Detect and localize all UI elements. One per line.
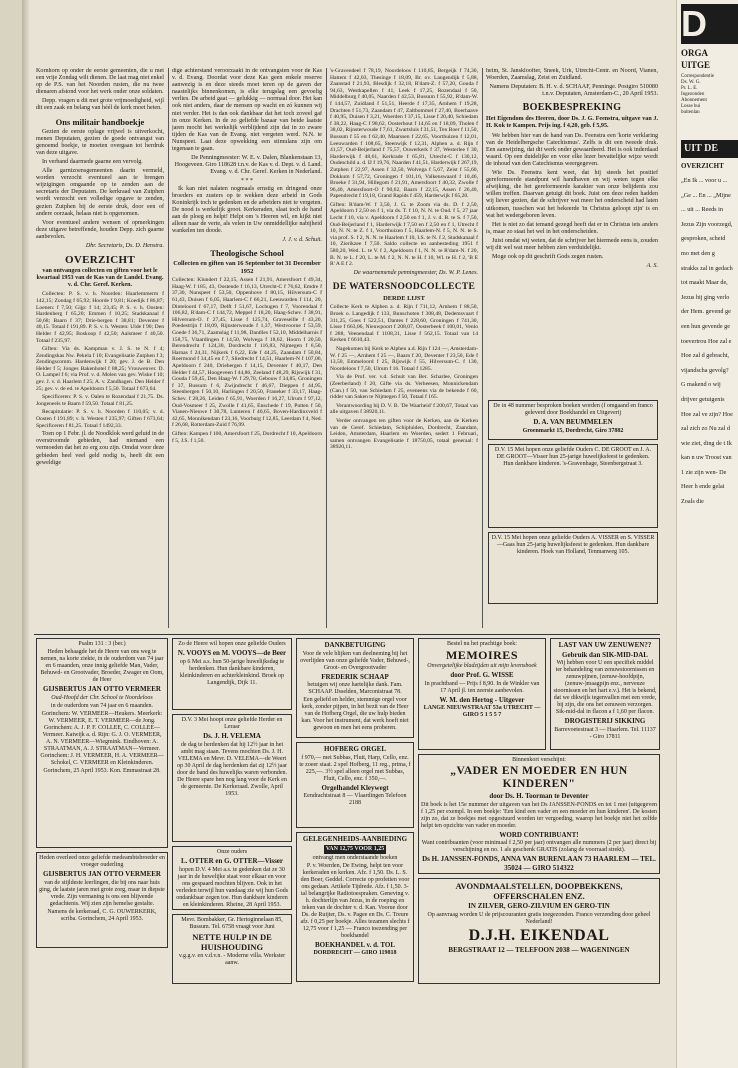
ad-title: HOFBERG ORGEL bbox=[323, 745, 387, 753]
ad-vermeer-kerkeraad bbox=[36, 852, 168, 948]
theol-subtitle: Collecten en giften van 16 September tot 31 December 1952 bbox=[173, 260, 321, 275]
ad-header: Psalm 131 : 3 (ber.) bbox=[78, 641, 126, 647]
ad-subtitle: IN ZILVER, GERO-ZILVIUM EN GERO-TIN bbox=[468, 902, 610, 910]
ad-text: Voor de vele blijken van deelneming bij het overlijden van onze geliefde Vader, Behuwd-, Groot- en Overgrootvader bbox=[300, 650, 410, 671]
ad-signature: Namens de kerkeraad, C. G. OUWERKERK, scriba. Gorinchem, 24 April 1953. bbox=[47, 908, 157, 922]
ad-title: GELEGENHEIDS-AANBIEDING bbox=[302, 835, 408, 843]
ad-author: door Prof. G. WISSE bbox=[450, 671, 514, 679]
theol-collecten: Collecten: Klundert f 22,15, Assen f 21,91, Amersfoort f 49,34, Haag-W. f 185, 43, Oostende f 16,13, Utrecht-C f 76,62, Emdre f 37,30, Nunspeet f 53,50, Oppenhove f 80,15, Hilversum-C f 61,43, Duisen f 6,05, Haarlem-C f 66,21, Leeuwarden f 114, 20, Dinteloord f 67,17, Delft f 51,67, Lochugen f 7, Voorendaal f 106,82, R'dam-C f 144,72, Meppel f 18,20, Haag-Schev. f 38,91, Hilversum-O. f 27,45, Lisse f 125,74, Graveseille f 43,20, Poedestrijn f 18,09, Rijnsterwoude f 1,37, Westvoorne f 53,59, Goede f 36,71, Zaamslag f 11,98, Dantlles f 52,10, Middelharnis f 158,75, Vlaardingen f 14,50, Wolvega f 18,62, Hoorn f 20,50, Berendrecht f 124,30, Dordrecht f 116,83, Nijmegen f 6,50, Harnas f 24,31, Nijkerk f 6,22, Ede f 44,25, Zaandam f 50,84, Roermond f 34,45 en f 7, Sliedrecht f 14,51, Haarlem-N f 107,06, Apeldoorn f 240, Driebergen f 14,15, Deventer f 40,17, Den Helder f 44,57, Hoogeveen f 44,86, Zeeland f 48,29, Rijswijk f 31, Gouda f 59,45, Den Haag-W. f 29,70, Gebouw f 34,85, Groningen f 37, Bussum f 6, Zwijndrecht f 46,67, Dieppen f 44,95, Steenbergen f 50,10, Harlingen f 20,50, Franeker f 33,17, Haag-Schev. f 28,26, Leiden f 65,91, Woerden f 16,27, Ulrum f 97,12, Oud-Vosmeer f 25, Zwolle f 41,65, Enschede f 19, Putten f 50, Vianen-Nieuwe f 30,78, Lunteren f 40,65, Boven-Hardinxveld f 42,65, Monnikendam f 23,16, Voorburg f 12,85, Leerdam f 4, Ned. f 26,68, Rotterdam-Zuid f 76,99. bbox=[172, 277, 322, 429]
ad-title: NETTE HULP IN DE HUISHOUDING bbox=[192, 932, 272, 952]
masthead-small bbox=[681, 74, 738, 116]
signature: De waarnemende penningmeester, Ds. W. P. Lenes. bbox=[353, 269, 478, 276]
ad-vader-en-moeder bbox=[418, 754, 660, 874]
column-3 bbox=[330, 68, 478, 628]
ad-text: de dag te herdenken dat hij 12½ jaar in het ambt mag staan. Tevens mochten Ds. J. H. VELEMA en Mevr. D. VELEMA—de Weert op 30 April de dag herdenken dat zij 12½ jaar door de band des huwelijks waren verbonden. De Heere spare hen nog lang voor de Kerk en de gemeente. De Kerkeraad. Zwolle, April 1953. bbox=[176, 741, 288, 797]
ad-header: Bestel nu het prachtige boek: bbox=[447, 641, 517, 647]
heading-militair: Ons militair handboekje bbox=[55, 116, 145, 127]
ad-name: L. OTTER en G. OTTER—Visser bbox=[180, 857, 284, 865]
ad-name: BOEKHANDEL v. d. TOL bbox=[314, 940, 396, 949]
masthead-letter: D bbox=[681, 4, 738, 44]
ad-eikendal bbox=[418, 878, 660, 984]
ad-title: „VADER EN MOEDER EN HUN KINDEREN" bbox=[450, 765, 628, 790]
ad-header: Heden overleed onze geliefde medeambtsbroeder en vroeger ouderling bbox=[39, 855, 165, 868]
paragraph: Wie Ds. Feenstra kent weet, dat hij steeds het positief gereformeerde standpunt wil handhaven en wij weten tegen elke afwijking, die het gereformeerde karakter van onze belijdenis zou willen treffen. Daarvan getuigt dit boek. Juist om deze reden hadden wij liever gezien, dat de schrijver wat meer het onderscheid had laten uitkomen, tusschen wat het bekeerde 'in Christus geloopt zijn' is en wat het wedergeboren leven. bbox=[486, 170, 658, 219]
ad-visser bbox=[488, 532, 658, 604]
ad-text: De in 48 nummer besproken boeken worden (f omgaand en franco geleverd door Boekhandel en Uitgeverij bbox=[493, 403, 653, 416]
column-divider bbox=[168, 68, 169, 628]
ad-nette-hulp bbox=[172, 914, 292, 984]
ad-text: op 6 Mei a.s. hun 50-jarige huwelijksdag te herdenken. Hun dankbare kinderen, kleinkinderen en achterkleinkind. Broek op Langendijk, Dijk 11. bbox=[179, 658, 285, 686]
ad-text: D.V. 15 Mei hopen onze geliefde Ouders A. VISSER en S. VISSER—Gaas hun 25-jarig huwelijksfeest te gedenken. Hun dankbare kinderen. Hoek van Holland, Tenmanweg 105. bbox=[491, 535, 655, 555]
ad-de-groot bbox=[488, 444, 658, 528]
masthead-line: UITGE bbox=[681, 60, 711, 70]
paragraph: Verder ontvangen ten giften voor de Kerken, aan de Kerken van de Geref. Schiedam, Schipluiden, Dordrecht, Zaandam, Leiden, Amsterdam, Haarlem en Woerden, sedert 1 Februari, samen ontvangen Evangelisatie f 18750,05, totaal generaal: f 38920,11. bbox=[330, 417, 478, 451]
overzicht-subtitle: van ontvangen collecten en giften voor het le kwartaal 1953 van de Kas van de Landel. Evang. v. d. Chr. Geref. Kerken. bbox=[36, 268, 164, 289]
paragraph: Via de Prof. ver. v.d. Schuit van Ber. Scharlee, Groningen (Zeerberland) f 20, Gifte via ds. Verheesen, Monnickendam (Can.) f 50, van Schiedam f 25, eveneens via de bekende f 60, ridder van Saken te Nijmegen f 50, Totaal f 165. bbox=[330, 374, 478, 401]
ad-name: DROGISTERIJ SIKKING bbox=[564, 717, 646, 725]
masthead-item: Pr. L. E. bbox=[681, 86, 698, 91]
giften-list: Giften: Via ds. Kampman v. J. S. te N. f 4; Zendingskas Nw. Pekela f 10; Evangelisatie Zutphen f 3; Zendingscomm. Hardenwijk f 20; gev. J. de B. Den Helder f 5; Jonges Bakenhotel f 88,25; Vrouwenver. D. O. Lampel f 6; via Prof. v. d. Molen van gev. Wiske f 10; gev. J. v. d. Haarlem f 25; A. v. Zandhagen. Den Helder f 25; gev. v. de ed. te Apeldoorn f 5,50. Totaal f 673,64. bbox=[36, 346, 164, 392]
separator: * * * bbox=[241, 178, 253, 185]
theol-giften: Giften: Kampen f 100, Amersfoort f 25, Dordrecht f 10, Apeldoorn f 5, J.S. f 1,50. bbox=[172, 430, 322, 444]
paragraph: In verband daarmede gaarne een vervolg. bbox=[42, 158, 143, 165]
ad-name: D. A. VAN BEUMMELEN bbox=[533, 418, 613, 426]
ad-text: betuigen wij onze hartelijke dank. Fam. SCHAAP. IJsselden, Marconistraat 78. bbox=[307, 682, 403, 695]
ad-van-beummelen bbox=[488, 400, 658, 440]
section-title: OVERZICHT bbox=[681, 162, 724, 170]
ad-address: Ds H. JANSSEN-FONDS, ANNA VAN BURENLAAN 73 HAARLEM — TEL. 35024 — GIRO 514322 bbox=[422, 855, 656, 872]
specificatie: Specificeren: P. S. v. Oalen te Rozendaal f 21,75. Ds. Jongeneels te Baarn f 59,50. Totaal f 81,25. bbox=[36, 394, 164, 407]
ad-address: BERGSTRAAT 12 — TELEFOON 2038 — WAGENINGEN bbox=[448, 945, 630, 954]
ad-text: In prachtband — Prijs f 8,90. In de Winkler van 17 April jl. ten zeerste aanbevolen. bbox=[424, 680, 540, 694]
signature: Namens Deputaten: B. H. v. d. SCHAAF, Penninge. Postgiro 510080 t.n.v. Deputaten, Amsterdam-C., 20 April 1953. bbox=[489, 84, 658, 98]
ad-header: Zo de Heere wil hopen onze geliefde Ouders bbox=[178, 641, 286, 647]
ad-text: Dit boek is het 15e nummer der uitgaven van het Ds JANSSEN-FONDS en tot 1 mei (uitgegeven f 1,25 per exempl. In een boekje: 'Een kind een vader en een moeder en hun kinderen'. De kosten zijn zo, dat ze boekjes met opgestuurd worden ter vergoeding, waarop het boekje niet het zelfde helpt ten opzichte van vader en moeder. bbox=[421, 801, 657, 829]
ad-address: LANGE NIEUWSTRAAT 53a UTRECHT — GIRO 5 1 5 5 7 bbox=[423, 705, 541, 718]
paragraph: Moge ook op dit geschrift Gods zegen rusten. bbox=[492, 254, 604, 261]
masthead-line: ORGA bbox=[681, 48, 708, 58]
ad-text: P. v. Woerden, De Ewing, helpt ten voor kerkeraden en kerken. Afz. f 1,50. Ds. L. S. den Boer, Geddel. Correcte op profetien voor ons gedaan. Artikele Tijdrede. Afz. f 1,50. 3-tal belangrijke Radiotoespraken. Geneving v. h. dochterlijn van Jezus, in de roeping en teken van de dochter v. d. Kan. Voorue door Ds. de Ruijter, Ds. v. Pagee en Ds. C. Treure afz. f 0,25 per boekje. Alles tezamen slechts f 12,75 voor f 1,25 — Franco toezending per boekhandel bbox=[300, 862, 410, 939]
ad-text: Mevr. Bombakker, Gr. Hertoginnelaan 85, Bussum. Tel. 6758 vraagt voor Juni bbox=[181, 917, 283, 930]
heading-overzicht: OVERZICHT bbox=[65, 254, 135, 267]
ad-header: D.V. 3 Mei hoopt onze geliefde Herder en Leraar bbox=[181, 717, 283, 730]
signature: A. S. bbox=[646, 263, 658, 270]
ad-dankbetuiging bbox=[296, 638, 414, 738]
section-banner: UIT DE bbox=[681, 140, 738, 158]
paragraph: Het is niet zo dat iemand gezegd heeft dat er in Christus iets anders is, maar zo staat het wel in het onderscheiden. bbox=[486, 221, 658, 235]
ad-name: GIJSBERTUS JAN OTTO VERMEER bbox=[43, 685, 161, 693]
masthead-item: Ingezonden bbox=[681, 92, 705, 97]
ad-header: Onze ouders bbox=[216, 849, 248, 855]
paragraph: Ik kan niet nalaten nogmaals ernstig en dringend onze broeders en zusters op te wekken deze arbeid in Gods Koninkrijk toch te gedenken en de arbeiders niet te vergeten. De nood is werkelijk groot. Kerkeraden, slaat toch de hand aan de ploeg en helpt! Helpt om 's Heeren wil, en kijkt niet alleen naar de verte, als velen in Uw onmiddellijke nabijheid wankelen ten doode. bbox=[172, 185, 322, 235]
paragraph: Verantwoording bij D. V. B. 'De Waarheid' f 200,67, Totaal van alle uitgaven f 38920,11. bbox=[330, 402, 478, 416]
ad-address: Groenmarkt 15, Dordrecht, Giro 37882 bbox=[522, 427, 624, 434]
paragraph: We hebben hier van de hand van Ds. Feenstra een 'korte verklaring van de Heidelbergsche Catechismus'. Zelfs is dit een tweede druk. Een aanwijzing, dat dit werk onder gewaardeerd. Het is ook inderdaad waard. Op een duidelijke en voor elke lezer bevattelijke wijze wordt de inhoud van den Catechismus weergegeven. bbox=[486, 132, 658, 167]
masthead-item: buitenlan bbox=[681, 110, 700, 115]
ad-address: DORDRECHT — GIRO 119818 bbox=[313, 950, 397, 956]
ad-vermeer-family bbox=[36, 638, 168, 848]
ad-subtitle: Gebruik dan SIK-MID-DAL bbox=[562, 650, 648, 659]
ad-text: Heden behaagde het de Heere van ons weg te nemen, na korte ziekte, in de ouderdom van 74 jaar en 6 maanden, onze innig geliefde Man, Vader, Behuwd- en Grootvader, Broeder, Zwager en Oom, de Heer bbox=[40, 649, 164, 683]
ad-name: N. VOOYS en M. VOOYS—de Beer bbox=[177, 649, 287, 657]
column-2 bbox=[172, 68, 322, 628]
ad-text: ontvangt men onderstaande boeken bbox=[312, 854, 398, 861]
collecten-list: Collecten: P. S. v. h. Noorden: Haarlemmerm f 142,15; Zondag f 65,92; Hoorde f 9,81; Koedijk f 86,87; Loenen: f 7,50; Gijp: f 14; 23,45; P. S. v. h. Oosten: Hardenberg f 65,20; Emmen f 10,25; Stadskanaal f 50,68; Baarn f 37; Drie-bergen f 38,81; Deventer f 40,15. Totaal f 191,89. P. S. v. h. Westen: Ulde f 90; Den Helder f 42,95; Boskoop f 42,50; Aalsmeer f 40,50. Totaal f 235,97. bbox=[36, 291, 164, 344]
ad-text: van de stijldeste leerlingen, die bij ons naar huis ging, de laatste jaren met grote zorg, maar in diepste vrede. Zijn vermaning is ons een blijvende gedachtenis. Wij zien zijn hemelse gestalte. bbox=[39, 879, 165, 907]
paragraph: Gezien de eerste oplage vrijwel is uitverkocht, menen Deputaten, gezien de goede ontvangst van genoemd boekje, te moeten overgaan tot herdruk van deze uitgave. bbox=[36, 128, 164, 156]
ad-text: Op aanvraag worden U de prijscouranten gratis toegezonden. Franco verzending door geheel Nederland! bbox=[427, 911, 651, 925]
ad-name: W. M. den Hertog - Uitgever bbox=[439, 695, 525, 704]
ad-text: hopen D.V. 4 Mei a.s. te gedenken dat ze 30 jaar in de huwelijke staat voor elkaar en voor ons gespaard mochten blijven. Ook in het verleden terwijl hun vandaag zie wij hun Gods ondankbaar zegen toe. Hun dankbare kinderen en kleinkinderen. Rheine, 28 April 1953. bbox=[175, 866, 289, 908]
ad-text: Wij hebben voor U een specifiek middel ter behandeling van zenuwstoornissen en zenuwpijnen, (zenuw-hoofdpijn, (zenuw-)maagpijn enz., nerveuze stoornissen en het hart e.v.). Het is bekend, dat we dikwijls tegenvallen met een vrede, bij zijn, die ons het zenuwen verzorgen. Sik-mid-dal in flacon a f 1,60 per flacon. bbox=[553, 660, 657, 715]
paragraph: Nagekomen bij Kerk te Alphen a.d. Rijn f 124 —, Amsterdam-W. f 25 —, Arnhem f 25 —, Baarn f 20, Deventer f 23,50, Ede f 13,50, Emmeloord f 25, Rijswijk f 55, Hilversum-C. f 130, Noordeloos f 7,50, Ulrum f 16. Totaal f 1285. bbox=[330, 345, 478, 372]
column-4 bbox=[486, 68, 658, 400]
signature: J. J. v. d. Schuit. bbox=[282, 237, 322, 244]
ad-title: AVONDMAALSTELLEN, DOOPBEKKENS, OFFERSCHALEN ENZ. bbox=[455, 881, 623, 901]
next-page-text: „En Ik ... voor u ... „Ge ... En ... „Mijne ... uit ... Reeds in Jezus Zijn voorzegd, gesproken, scheid mo met den g strakks zal in gedach tot maakt Maar de, Jezus bij ging verlo der Hem. gevend ge een hun gevende ge toevertrou Hoe zal e Hoe zal d gebracht, vijandscha gevolg? G makend o wij drijver getuigenis Hoe zal ve zijn? Hoe zal zich zo Nu zal d wie ziet, ding de t Ik kan n uw Troost van 1 zie zijn wen- De Heer h ende gelai Zoals die bbox=[681, 177, 733, 506]
masthead-item: Correspondentie bbox=[681, 74, 715, 79]
ad-text: v.g.g.v. en v.d.v.n. - Moderne villa. Werkster aanw. bbox=[178, 953, 286, 966]
masthead-item: Abonnement bbox=[681, 98, 707, 103]
recapitulatie: Recapitulatie: P. S. v. h. Noorden f 110,05; v. d. Oosten f 191,89; v. h. Westen f 235,97; Giften f 673,64; Specificeren f 81,25. Totaal f 1492,33. bbox=[36, 409, 164, 429]
heading-boekbespreking: BOEKBESPREKING bbox=[522, 102, 622, 114]
paragraph: Toen op 1 Febr. jl. de Noodklok werd geluid in de overstroomde gebieden, had niemand een vermoeden dat het zo erg zou zijn. Omdat voor deze gebieden heel veel geld nodig is, heeft dit een geweldige bbox=[36, 431, 164, 466]
ad-text: Want contribuanten (voor minimaal f 2,50 per jaar) ontvangen alle nummers (2 per jaar) direct bij verschijning en no. 1 als geschenk GRATIS (zolang de voorraad strekt). bbox=[421, 840, 657, 853]
ad-title: MEMOIRES bbox=[445, 648, 518, 662]
masthead-item: Losse bui bbox=[681, 104, 701, 109]
collecten-vervolg: 's-Gravendeel f 78,19, Noordeloos f 110,85, Bergeijk f 74,30, Hattem f 42,03, Thesinge f 18,09, Br. ov. Langendijk f 5,88, Zaanstad f 21,93, Blesdijk f 32,18, R'dam-Z. f 57,20, Gouda f 94,63, Westkapellen f 41, Leek f 17,25, Rozendaal f 50, Middelburg f 40,05, Naarden f 42,53, Bussum f 55,92, R'dam-W. f 144,57, Zuidland f 51,51, Heerde f 17,35, Arnhem f 19,28, Drachten f 51,73, Zaandam f 47, Zaltbommel f 27,40, Boerhaave f 40,95, Duisen f 3,21, Woerden f 37,15, Lisse f 20,40, Schiedam f 38,22, Haag-C f 98,62, Oosterhout f 14,65 en f 18,09, Tholen f 38,02, Rijnsterwoude f 7,61, Zwartsluis f 31,51, Ten Boer f 11,50, Bussum f 55 en f 62,40, Maarssen f 22,65, Voorthuizen f 12,01, Leeuwarden f 108,65, Steenwijk f 12,31, Alphen a. d. Rijn f 41,57, Oud-Beijerland f 75,57, Ouwerkerk f 37, Westerlee f 30, Harderwijk f 48,61, Kerkrade f 65,81, Utrecht-C f 130,12, Oudeschild a. d. IJ f 19,76, Naarden f 41,51, Harderwijk f 267,19, Zutphen f 22,97, Assen f 32,50, Wolvega f 5,67, Zeist f 55,60, Dokkum f 57,72, Groningen f 101,16, Valkenswaard f 10,46, Broeke f 31,94, Hillegom f 21,91, Amersfoort f 40,32, Zwolle f 96,40, Amersfoort-O f 90,62, Baarn f 22,15, Assen f 26,40, Papendrecht f 19,18, Grand Rapids f 459, Harderwijk f 65,20. bbox=[330, 68, 478, 200]
ad-header: Binnenkort verschijnt: bbox=[512, 757, 566, 763]
signature: De Penningmeester: W. E. v. Dalen, Blankenstaan 13, Hoogeveen. Giro 118628 t.n.v. de Kas v. d. Dept. v. d. Land. Evang. v. d. Chr. Geref. Kerken in Nederland. bbox=[174, 155, 322, 176]
paragraph: Depp. vragen u dit met grote vrijmoedigheid, wijl dit een zaak en belang van héél de kerk moet heten. bbox=[36, 98, 164, 112]
ad-text: Een geliefd en helder, stemmige orgel voor kerk, zonder pijpen, in het bezit van de Heer van de Hofberg Orgel, die uw hulp bieden kan. Voor het instrument, dat werk hoeft niet gewoon en men het eens proberen. bbox=[301, 697, 409, 731]
ad-role: Oud-Hoofd der Chr. School te Noordeloos bbox=[51, 694, 153, 701]
column-1 bbox=[36, 68, 164, 628]
ad-date: Gorinchem, 25 April 1953. Kon. Emmastraat 28. bbox=[43, 767, 161, 774]
ad-name: FREDERIK SCHAAP bbox=[321, 672, 389, 681]
ad-price: VAN 12,75 VOOR 1,25 bbox=[325, 845, 385, 852]
paragraph: Juist omdat wij weten, dat de schrijver het hiermede eens is, zouden wij dit wel wat meer hebben zien verduidelijkt. bbox=[486, 237, 658, 251]
heading-theologische-school: Theologische School bbox=[210, 248, 284, 259]
watersnood-subtitle: DERDE LIJST bbox=[383, 294, 425, 302]
paragraph: dige achterstand veroorzaakt in de ontvangsten voor de Kas v. d. Evang. Doordat voor deze Kas geen enkele reserve aanwezig is en deze steeds moet teren op de gaven der naastelijks binnenkomen, is elke terugslag een gevoelig verlies. De arbeid gaat — gelukkig — normaal door. Het kan ook niet anders, daar de mensen op wacht en zó kunnen wij niet verder. Het is dan ook dankbaar dat het toch zoveel gaf in onze Kerken. In de zo geliefde bazaar van beide laatste jaren mocht het werkelijk verblijdend zijn dat in zo zware tijden de Kas van de Evang. niet vergeten werd. N.N. te Nunspeet. Laat deze opwekking een stimulans zijn om tegenaan te gaan. bbox=[172, 68, 322, 153]
signature: Dhr. Secretaris, Ds. D. Henstra. bbox=[85, 242, 164, 249]
paragraph: Alle garnizoensgemeenten daarin vermeld, worden verzocht eventueel aan te brengen wijzigingen omgaande op te zenden aan de secretaris der Deputaten. De kerkraad van Zutphen wordt verzocht een volledige opgave te zenden, gezien Zutphen bij de eerste druk, door een of andere oorzaak, helaas niet is opgenomen. bbox=[36, 168, 164, 217]
column-divider bbox=[482, 68, 483, 628]
ad-otter bbox=[172, 846, 292, 910]
ad-memoires bbox=[418, 638, 546, 750]
giften-vervolg: Giften: R'dam-W. f 3,50, J. G. te Zoom via ds. D. f 2,50, Apeldoorn f 2,50 en f 1, via ds. T. f 10, N. N. te Oud. f 5, 27 jaar Lecht f 10, via v. Apeldoorn f 2,50 en f 1, J. v. d. B. te S. f 7,50, Oud-Beijerland f 1, Harderwijk f 7,50 en f 2,50 en f 1, Utrecht f 10, N. N. te Z. f 1, Voorthuizen f 5, Haarlem-N. f 5, N. N. te S. via prof. S. f 2, N. N. te Haarlem f 10, I.S. te N. f 2, Stadskanaal f 10, Zierikzee f 7,50. Saldo collecte en aanbesteding 1951 f 580,20, Wed. L. te V. f 2, Apeldoorn f 1, N. N. te R'dam-N. f 20, B. N. te L. f 20, L. te M. f 2, N. N. te H. f 10, Wl. te H. f 2, 'B E R' A E f 2. bbox=[330, 201, 478, 268]
ad-name: GIJSBERTUS JAN OTTO VERMEER bbox=[43, 870, 161, 878]
paragraph: heim, St. Janskloofter, Sneek, Urk, Utrecht-Centr. en Noord, Vianen, Woerden, Zaamslag, Zeist en Zuidland. bbox=[486, 68, 658, 82]
ad-velema bbox=[172, 714, 292, 842]
ad-subtitle: WORD CONTRIBUANT! bbox=[499, 830, 579, 839]
ad-author: door Ds. H. Toorman te Deventer bbox=[489, 792, 589, 800]
ad-title: DANKBETUIGING bbox=[324, 641, 386, 649]
ad-sik-mid-dal bbox=[550, 638, 660, 750]
column-divider bbox=[326, 68, 327, 628]
ad-text: D.V. 15 Mei hopen onze geliefde Ouders C. DE GROOT en J. A. DE GROOT—Visser hun 25-jarige huwelijksfeest te gedenken. Hun dankbare kinderen. 's-Gravenhage, Steenbergstraat 3. bbox=[494, 447, 652, 467]
ad-hofberg-orgel bbox=[296, 742, 414, 828]
heading-watersnood: DE WATERSNOODCOLLECTE bbox=[332, 281, 476, 292]
paragraph: Collecte Kerk te Alphen a. d. Rijn f 711,12, Arnhem f 88,50, Broek o. Langedijk f 133, Bunschoten f 308,48, Dedemsvaart f 311,25, Goes f 522,51, Dantes f 228,60, Groningen f 741,30, Lisse f 663,06, Nieuwpoort f 208,07, Oosterbeek f 100,01, Venlo f 288, Veenendaal f 1108,31, Lisse f 562,15. Totaal van 14 Kerken f 6610,43. bbox=[330, 304, 478, 344]
ad-vooys bbox=[172, 638, 292, 710]
boek-title: Het Eigendom des Heeren, door Ds. J. G. Feenstra, uitgave van J. H. Kok te Kampen. Prijs ing. f 4,20, geb. f 5,95. bbox=[486, 116, 658, 130]
paragraph: Voor eventueel andere wensen of opmerkingen deze uitgave betreffende, houden Depp. zich gaarne aanbevolen. bbox=[36, 219, 164, 240]
ad-address: Eendrachtstraat 8 — Vlaardingen Telefoon 2188 bbox=[303, 793, 407, 806]
next-page-edge bbox=[676, 0, 738, 1068]
ad-text: f 970,— met Subbas, Fluit, Harp, Cello, enz. te zoeer staat. 2 spel Hofberg, 11 reg., prima, f 225,—. 3½ spel alleen orgel met Subbas, Fluit, Cello, enz. f 350,—. bbox=[299, 754, 411, 782]
paragraph: Kornhorn op onder de eerste gemeenten, die u met een vrije Zondag wilt dienen. De laat mag niet enkel op de P.S. van het Noorden rusten, die nu twee dienaren afstond voor het werk onder onze soldaten. bbox=[36, 68, 164, 96]
section-rule bbox=[34, 634, 660, 635]
ad-title: LAST VAN UW ZENUWEN?? bbox=[558, 641, 652, 649]
masthead-item: Ds. W. G. bbox=[681, 80, 701, 85]
ad-name: Orgelhandel Kleywegt bbox=[321, 783, 389, 792]
ad-name: D.J.H. EIKENDAL bbox=[468, 926, 610, 944]
ad-address: Barrevoetestraat 3 — Haarlem. Tel. 11137 - Giro 17811 bbox=[554, 726, 656, 740]
ad-family-list: Gorinchem: W. VERMEER—Heukers. Meerkerk: W. VERMEER, E. T. VERMEER—de Jong. Gorinchem: A. J. P. F. COLLEE, C. COLLEE—Vermeer. Katwijk a. d. Rijn: G. J. O. VERMEER, A. N. VERMEER—Wiegmink. Eindhoven: A. STRAATMAN, A. J. STRAATMAN—Vermeer. Gorinchem: J. H. VERMEER, H. A. VERMEER—Schokel, C. VERMEER en Kleinkinderen. bbox=[40, 710, 164, 766]
ad-gelegenheid bbox=[296, 832, 414, 982]
ad-subtitle: Onvergetelijke bladzijden uit mijn levensboek bbox=[427, 663, 537, 669]
ad-text: in de ouderdom van 74 jaar en 6 maanden. bbox=[50, 702, 154, 709]
ad-name: Ds. J. H. VELEMA bbox=[203, 732, 261, 740]
